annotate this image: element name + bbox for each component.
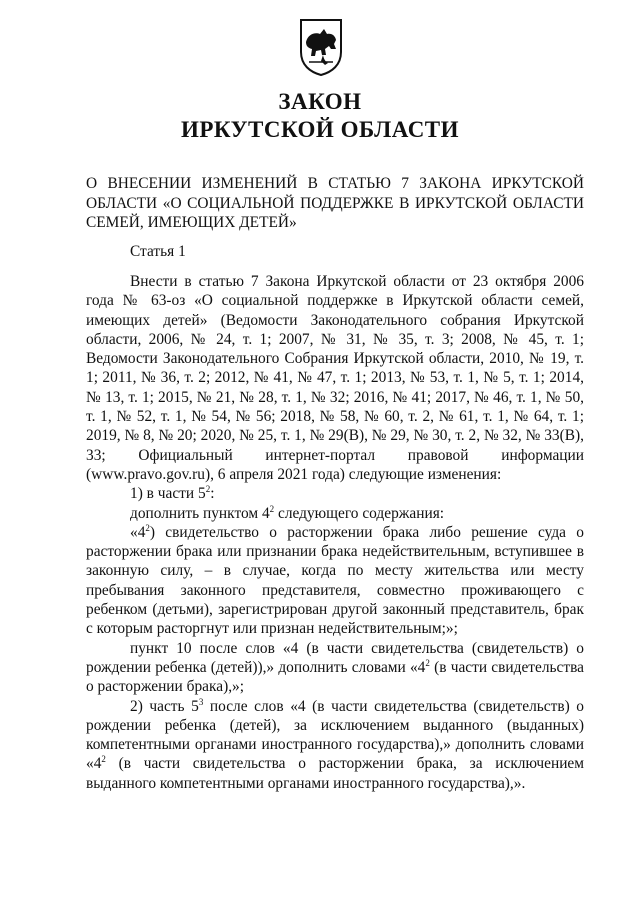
item-2-sup: 3 — [198, 696, 204, 707]
new-point-quote-paragraph — [86, 523, 584, 639]
item-1-sup: 2 — [205, 484, 211, 495]
point-10-paragraph — [86, 639, 584, 697]
coat-of-arms-emblem — [299, 18, 343, 76]
law-subject-heading: О ВНЕСЕНИИ ИЗМЕНЕНИЙ В СТАТЬЮ 7 ЗАКОНА ИРКУТСКОЙ ОБЛАСТИ «О СОЦИАЛЬНОЙ ПОДДЕРЖКЕ В ИРКУТСКОЙ ОБЛАСТИ СЕМЕЙ, ИМЕЮЩИХ ДЕТЕЙ» — [86, 175, 584, 231]
quote-open: «4 — [130, 523, 146, 541]
article-heading: Статья 1 — [130, 243, 186, 260]
add-point-text: дополнить пунктом 4 — [130, 504, 270, 522]
document-title-law: ЗАКОН — [278, 89, 362, 114]
item-1-colon: : — [210, 485, 215, 503]
article-body — [86, 272, 584, 793]
point-10-text: пункт 10 после слов «4 (в части свидетельства (свидетельств) о рождении ребенка (детей)),» дополнить словами «4 — [86, 639, 584, 676]
item-2-middle: после слов «4 (в части свидетельства (свидетельств) о рождении ребенка (детей), за исключением выданного (выданных) компетентными органами иностранного государства),» дополнить словами «4 — [86, 697, 584, 773]
item-2-tail: (в части свидетельства о расторжении брака, за исключением выданного компетентными органами иностранного государства),». — [86, 755, 584, 792]
add-point-paragraph — [86, 504, 584, 523]
add-point-tail: следующего содержания: — [274, 504, 445, 522]
item-2-text: 2) часть 5 — [130, 697, 199, 715]
quote-sup: 2 — [145, 522, 150, 533]
document-title-region: ИРКУТСКОЙ ОБЛАСТИ — [180, 117, 460, 142]
point-10-sup: 2 — [425, 657, 430, 668]
irkutsk-coat-of-arms-icon — [299, 18, 343, 76]
item-2-sup-2: 2 — [101, 754, 106, 765]
item-2-paragraph — [86, 697, 584, 793]
item-1-paragraph — [86, 484, 584, 503]
add-point-sup: 2 — [269, 503, 275, 514]
intro-paragraph: Внести в статью 7 Закона Иркутской области от 23 октября 2006 года № 63-оз «О социальной поддержке в Иркутской области семей, имеющих детей» (Ведомости Законодательного собрания Иркутской области, 2006, № 24, т. 1; 2007, № 31, № 35, т. 3; 2008, № 45, т. 1; Ведомости Законодательного Собрания Иркутской области, 2010, № 19, т. 1; 2011, № 36, т. 2; 2012, № 41, № 47, т. 1; 2013, № 53, т. 1, № 5, т. 1; 2014, № 13, т. 1; 2015, № 21, № 28, т. 1, № 32; 2016, № 41; 2017, № 46, т. 1, № 50, т. 1, № 52, т. 1, № 54, № 56; 2018, № 58, № 60, т. 2, № 61, т. 1, № 64, т. 1; 2019, № 8, № 20; 2020, № 25, т. 1, № 29(В), № 29, № 30, т. 2, № 32, № 33(В), 33; Официальный интернет-портал правовой информации (www.pravo.gov.ru), 6 апреля 2021 года) следующие изменения: — [86, 273, 584, 483]
point-10-tail: (в части свидетельства о расторжении брака),»; — [86, 658, 584, 696]
quote-text: ) свидетельство о расторжении брака либо решение суда о расторжении брака или признании брака недействительным, вступившее в законную силу, – в случае, когда по месту жительства или месту пребывания законного представителя, совместно проживающего с ребенком (детьми), зарегистрирован другой законный представитель, брак с которым расторгнут или признан недействительным;»; — [86, 523, 584, 638]
item-1-text: 1) в части 5 — [130, 485, 206, 503]
